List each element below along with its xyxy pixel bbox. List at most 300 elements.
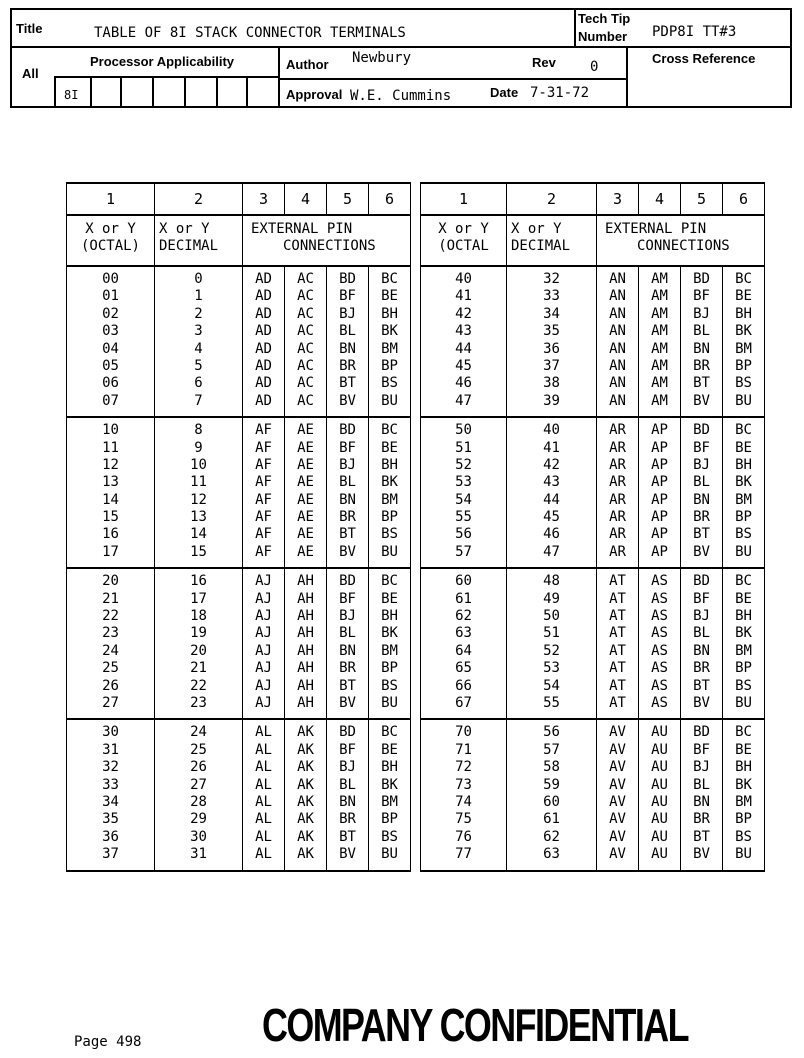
approval-value: W.E. Cummins <box>350 88 452 104</box>
table-cell: AK <box>297 828 314 845</box>
table-cell: BE <box>381 288 398 305</box>
processor-box-line <box>90 76 92 108</box>
table-cell: 44 <box>455 340 472 357</box>
table-cell: AR <box>609 543 626 560</box>
table-cell: 44 <box>543 491 560 508</box>
table-cell: AS <box>651 642 668 659</box>
row-group <box>67 719 411 870</box>
table-cell: BK <box>735 323 752 340</box>
table-cell: 73 <box>455 776 472 793</box>
table-cell: BC <box>735 724 752 741</box>
table-cell: AV <box>609 793 626 810</box>
table-cell: AJ <box>255 573 272 590</box>
table-cell: 54 <box>455 491 472 508</box>
column-c5 <box>681 417 723 568</box>
table-cell: AM <box>651 340 668 357</box>
table-cell: 01 <box>102 288 119 305</box>
table-cell: BS <box>735 526 752 543</box>
table-cell: BF <box>693 590 710 607</box>
table-cell: AT <box>609 590 626 607</box>
table-cell: BT <box>693 526 710 543</box>
table-cell: BP <box>735 811 752 828</box>
table-cell: BE <box>381 590 398 607</box>
table-cell: BN <box>339 642 356 659</box>
tech-tip-value: PDP8I TT#3 <box>652 24 737 40</box>
table-cell: 58 <box>543 759 560 776</box>
table-cell: BR <box>339 660 356 677</box>
table-cell: AN <box>609 271 626 287</box>
column-decimal <box>155 719 243 870</box>
table-cell: 37 <box>543 357 560 374</box>
column-number: 4 <box>285 183 327 215</box>
table-cell: AH <box>297 573 314 590</box>
table-cell: 20 <box>190 642 207 659</box>
table-cell: AR <box>609 439 626 456</box>
table-cell: BL <box>339 625 356 642</box>
date-label: Date <box>490 85 519 100</box>
column-c4 <box>639 266 681 417</box>
table-cell: AE <box>297 543 314 560</box>
table-cell: 57 <box>543 741 560 758</box>
table-cell: AK <box>297 759 314 776</box>
table-cell: BJ <box>339 759 356 776</box>
table-cell: AT <box>609 625 626 642</box>
table-cell: 50 <box>455 422 472 439</box>
table-cell: AP <box>651 526 668 543</box>
table-cell: AC <box>297 340 314 357</box>
table-cell: AS <box>651 590 668 607</box>
column-c5 <box>681 266 723 417</box>
table-cell: AP <box>651 543 668 560</box>
column-c4 <box>639 568 681 719</box>
table-cell: 31 <box>190 846 207 863</box>
table-cell: BF <box>339 741 356 758</box>
table-cell: BK <box>381 323 398 340</box>
table-cell: 32 <box>102 759 119 776</box>
table-cell: AM <box>651 357 668 374</box>
table-cell: BJ <box>693 305 710 322</box>
table-cell: 65 <box>455 660 472 677</box>
table-cell: BR <box>339 811 356 828</box>
table-cell: BN <box>693 340 710 357</box>
table-cell: 28 <box>190 793 207 810</box>
column-octal <box>67 266 155 417</box>
table-cell: AP <box>651 422 668 439</box>
table-cell: BU <box>735 543 752 560</box>
table-cell: 38 <box>543 375 560 392</box>
column-number: 6 <box>723 183 765 215</box>
row-group <box>67 417 411 568</box>
table-cell: BU <box>735 392 752 409</box>
column-octal <box>421 719 507 870</box>
table-cell: BD <box>339 573 356 590</box>
column-octal <box>421 568 507 719</box>
table-cell: AH <box>297 608 314 625</box>
table-cell: 75 <box>455 811 472 828</box>
table-cell: BC <box>735 271 752 287</box>
table-cell: BN <box>339 793 356 810</box>
table-cell: 61 <box>455 590 472 607</box>
table-cell: AM <box>651 271 668 287</box>
table-cell: 45 <box>543 509 560 526</box>
table-cell: 52 <box>543 642 560 659</box>
table-cell: BT <box>693 677 710 694</box>
table-cell: BF <box>339 288 356 305</box>
table-cell: BV <box>693 543 710 560</box>
column-c3 <box>243 417 285 568</box>
table-cell: 22 <box>190 677 207 694</box>
table-cell: AM <box>651 305 668 322</box>
table-cell: BS <box>381 526 398 543</box>
table-cell: 64 <box>455 642 472 659</box>
table-body-left <box>67 266 411 871</box>
table-cell: AU <box>651 776 668 793</box>
column-decimal <box>155 417 243 568</box>
table-cell: BC <box>381 422 398 439</box>
table-cell: BC <box>381 573 398 590</box>
table-cell: AF <box>255 543 272 560</box>
table-cell: BE <box>735 590 752 607</box>
column-c3 <box>597 266 639 417</box>
table-cell: AM <box>651 288 668 305</box>
table-cell: AT <box>609 573 626 590</box>
table-cell: 62 <box>543 828 560 845</box>
table-cell: AR <box>609 474 626 491</box>
table-cell: 06 <box>102 375 119 392</box>
table-cell: AN <box>609 375 626 392</box>
table-cell: 53 <box>543 660 560 677</box>
table-cell: 14 <box>102 491 119 508</box>
table-cell: BH <box>735 608 752 625</box>
table-cell: 10 <box>190 456 207 473</box>
table-cell: 71 <box>455 741 472 758</box>
table-cell: BH <box>735 456 752 473</box>
table-cell: AP <box>651 474 668 491</box>
column-c6 <box>369 266 411 417</box>
table-cell: AL <box>255 811 272 828</box>
table-cell: AE <box>297 509 314 526</box>
table-cell: AV <box>609 846 626 863</box>
table-cell: BS <box>381 677 398 694</box>
table-cell: 21 <box>190 660 207 677</box>
table-cell: AT <box>609 642 626 659</box>
column-c5 <box>681 568 723 719</box>
table-cell: AU <box>651 759 668 776</box>
table-cell: BH <box>735 305 752 322</box>
table-cell: BJ <box>339 608 356 625</box>
table-cell: AR <box>609 509 626 526</box>
table-cell: AU <box>651 828 668 845</box>
column-number: 4 <box>639 183 681 215</box>
table-cell: AN <box>609 288 626 305</box>
table-cell: AK <box>297 846 314 863</box>
table-cell: BM <box>735 340 752 357</box>
column-number: 1 <box>421 183 507 215</box>
table-cell: BM <box>381 793 398 810</box>
table-cell: AJ <box>255 590 272 607</box>
table-cell: BR <box>693 660 710 677</box>
column-decimal <box>507 719 597 870</box>
column-octal <box>67 568 155 719</box>
table-cell: 36 <box>543 340 560 357</box>
table-cell: 42 <box>455 305 472 322</box>
row-group <box>421 417 765 568</box>
header-form <box>10 8 792 108</box>
table-cell: BH <box>735 759 752 776</box>
table-cell: BU <box>381 392 398 409</box>
table-cell: AL <box>255 724 272 741</box>
row-group <box>421 266 765 417</box>
column-decimal <box>507 417 597 568</box>
table-cell: BU <box>381 694 398 711</box>
processor-box-line <box>246 76 248 108</box>
table-cell: AP <box>651 439 668 456</box>
table-cell: AU <box>651 793 668 810</box>
table-cell: BJ <box>693 456 710 473</box>
column-c5 <box>327 266 369 417</box>
processor-box-line <box>152 76 154 108</box>
table-cell: BD <box>693 422 710 439</box>
processor-box-line <box>216 76 218 108</box>
cross-reference-label: Cross Reference <box>652 51 756 66</box>
column-number: 2 <box>507 183 597 215</box>
column-c3 <box>243 568 285 719</box>
company-confidential-stamp: COMPANY CONFIDENTIAL <box>262 999 688 1051</box>
column-c5 <box>681 719 723 870</box>
column-octal <box>67 719 155 870</box>
header-approval-divider <box>278 78 628 80</box>
table-cell: AR <box>609 491 626 508</box>
table-cell: AH <box>297 694 314 711</box>
tech-tip-label: Tech Tip <box>578 11 631 26</box>
table-cell: BE <box>735 288 752 305</box>
header-decimal: X or Y DECIMAL <box>155 215 243 266</box>
table-cell: 55 <box>543 694 560 711</box>
table-cell: AH <box>297 590 314 607</box>
table-cell: BH <box>381 759 398 776</box>
table-cell: AV <box>609 724 626 741</box>
table-cell: BL <box>693 625 710 642</box>
table-cell: BV <box>339 846 356 863</box>
column-c4 <box>285 266 327 417</box>
table-cell: 8 <box>194 422 203 439</box>
table-cell: AR <box>609 422 626 439</box>
table-cell: 46 <box>455 375 472 392</box>
pin-table-right <box>420 182 765 872</box>
table-cell: 37 <box>102 846 119 863</box>
all-label: All <box>22 66 39 81</box>
author-value: Newbury <box>352 50 412 66</box>
table-cell: AK <box>297 811 314 828</box>
column-number: 1 <box>67 183 155 215</box>
table-cell: AC <box>297 288 314 305</box>
table-cell: AD <box>255 340 272 357</box>
table-cell: 25 <box>102 660 119 677</box>
table-cell: 0 <box>194 271 203 287</box>
column-decimal <box>507 568 597 719</box>
table-cell: 18 <box>190 608 207 625</box>
table-cell: 53 <box>455 474 472 491</box>
table-cell: BD <box>339 724 356 741</box>
table-cell: BT <box>339 375 356 392</box>
table-cell: AH <box>297 660 314 677</box>
table-cell: AF <box>255 456 272 473</box>
column-octal <box>421 417 507 568</box>
table-cell: AF <box>255 474 272 491</box>
table-cell: BP <box>381 509 398 526</box>
date-value: 7-31-72 <box>530 85 590 101</box>
table-cell: AR <box>609 526 626 543</box>
table-cell: BJ <box>693 608 710 625</box>
table-cell: 27 <box>190 776 207 793</box>
table-cell: 15 <box>102 509 119 526</box>
table-cell: BH <box>381 608 398 625</box>
table-cell: AJ <box>255 660 272 677</box>
table-cell: AH <box>297 625 314 642</box>
table-cell: BC <box>381 724 398 741</box>
table-cell: BP <box>381 357 398 374</box>
table-cell: 35 <box>102 811 119 828</box>
table-cell: 56 <box>543 724 560 741</box>
table-cell: 33 <box>102 776 119 793</box>
table-cell: 25 <box>190 741 207 758</box>
table-cell: 12 <box>190 491 207 508</box>
table-cell: BS <box>735 828 752 845</box>
table-cell: AD <box>255 323 272 340</box>
table-cell: AJ <box>255 608 272 625</box>
table-cell: AJ <box>255 642 272 659</box>
table-cell: 41 <box>455 288 472 305</box>
table-cell: 5 <box>194 357 203 374</box>
table-cell: AC <box>297 305 314 322</box>
table-cell: 3 <box>194 323 203 340</box>
table-cell: AE <box>297 422 314 439</box>
header-techtip-divider <box>574 8 576 48</box>
table-cell: AL <box>255 793 272 810</box>
table-cell: BN <box>693 491 710 508</box>
table-cell: 60 <box>543 793 560 810</box>
table-cell: BL <box>693 776 710 793</box>
table-cell: BR <box>693 509 710 526</box>
table-cell: BJ <box>339 456 356 473</box>
table-cell: BC <box>381 271 398 287</box>
table-cell: AD <box>255 305 272 322</box>
table-cell: 51 <box>543 625 560 642</box>
table-cell: AH <box>297 677 314 694</box>
table-cell: AL <box>255 741 272 758</box>
table-cell: BL <box>339 474 356 491</box>
table-cell: 52 <box>455 456 472 473</box>
table-cell: BM <box>381 642 398 659</box>
rev-label: Rev <box>532 55 556 70</box>
table-cell: AN <box>609 305 626 322</box>
table-cell: 10 <box>102 422 119 439</box>
table-cell: AE <box>297 526 314 543</box>
table-body-right <box>421 266 765 871</box>
table-cell: BP <box>381 660 398 677</box>
table-cell: AC <box>297 375 314 392</box>
table-cell: AT <box>609 677 626 694</box>
column-c3 <box>243 719 285 870</box>
table-cell: AD <box>255 375 272 392</box>
table-cell: BP <box>735 509 752 526</box>
column-c5 <box>327 417 369 568</box>
table-cell: 63 <box>455 625 472 642</box>
table-cell: 43 <box>543 474 560 491</box>
table-cell: BF <box>693 741 710 758</box>
table-cell: 26 <box>190 759 207 776</box>
table-cell: 4 <box>194 340 203 357</box>
table-cell: BM <box>381 340 398 357</box>
table-cell: AK <box>297 793 314 810</box>
table-cell: AN <box>609 340 626 357</box>
table-cell: BH <box>381 456 398 473</box>
table-cell: AF <box>255 491 272 508</box>
column-header-row <box>67 215 411 266</box>
table-cell: 9 <box>194 439 203 456</box>
column-number: 5 <box>327 183 369 215</box>
column-number: 2 <box>155 183 243 215</box>
row-group <box>67 266 411 417</box>
table-cell: 67 <box>455 694 472 711</box>
table-cell: 00 <box>102 271 119 287</box>
tech-tip-number-label: Number <box>578 29 628 44</box>
table-cell: BV <box>339 543 356 560</box>
table-cell: AU <box>651 741 668 758</box>
table-cell: BM <box>381 491 398 508</box>
table-cell: BR <box>693 811 710 828</box>
table-cell: BL <box>339 323 356 340</box>
table-cell: 21 <box>102 590 119 607</box>
table-cell: BF <box>693 439 710 456</box>
table-cell: 24 <box>102 642 119 659</box>
table-cell: 1 <box>194 288 203 305</box>
table-cell: 47 <box>455 392 472 409</box>
table-cell: 57 <box>455 543 472 560</box>
table-cell: 15 <box>190 543 207 560</box>
table-cell: 11 <box>102 439 119 456</box>
table-cell: 31 <box>102 741 119 758</box>
table-cell: BE <box>735 741 752 758</box>
table-cell: BT <box>693 375 710 392</box>
rev-value: 0 <box>590 59 599 75</box>
column-c4 <box>639 719 681 870</box>
table-cell: 56 <box>455 526 472 543</box>
table-cell: 42 <box>543 456 560 473</box>
table-cell: AE <box>297 456 314 473</box>
table-cell: BM <box>735 491 752 508</box>
table-cell: 61 <box>543 811 560 828</box>
column-number: 6 <box>369 183 411 215</box>
table-cell: AD <box>255 288 272 305</box>
column-c3 <box>597 417 639 568</box>
column-c5 <box>327 719 369 870</box>
processor-box-line <box>120 76 122 108</box>
table-cell: 30 <box>102 724 119 741</box>
table-cell: AJ <box>255 625 272 642</box>
table-cell: BS <box>381 375 398 392</box>
processor-value: 8I <box>64 88 79 102</box>
column-c6 <box>369 417 411 568</box>
column-c4 <box>285 568 327 719</box>
table-cell: AV <box>609 811 626 828</box>
column-c4 <box>639 417 681 568</box>
table-cell: 29 <box>190 811 207 828</box>
column-number-row <box>421 183 765 215</box>
table-cell: BK <box>735 776 752 793</box>
table-cell: BV <box>693 392 710 409</box>
table-cell: 39 <box>543 392 560 409</box>
